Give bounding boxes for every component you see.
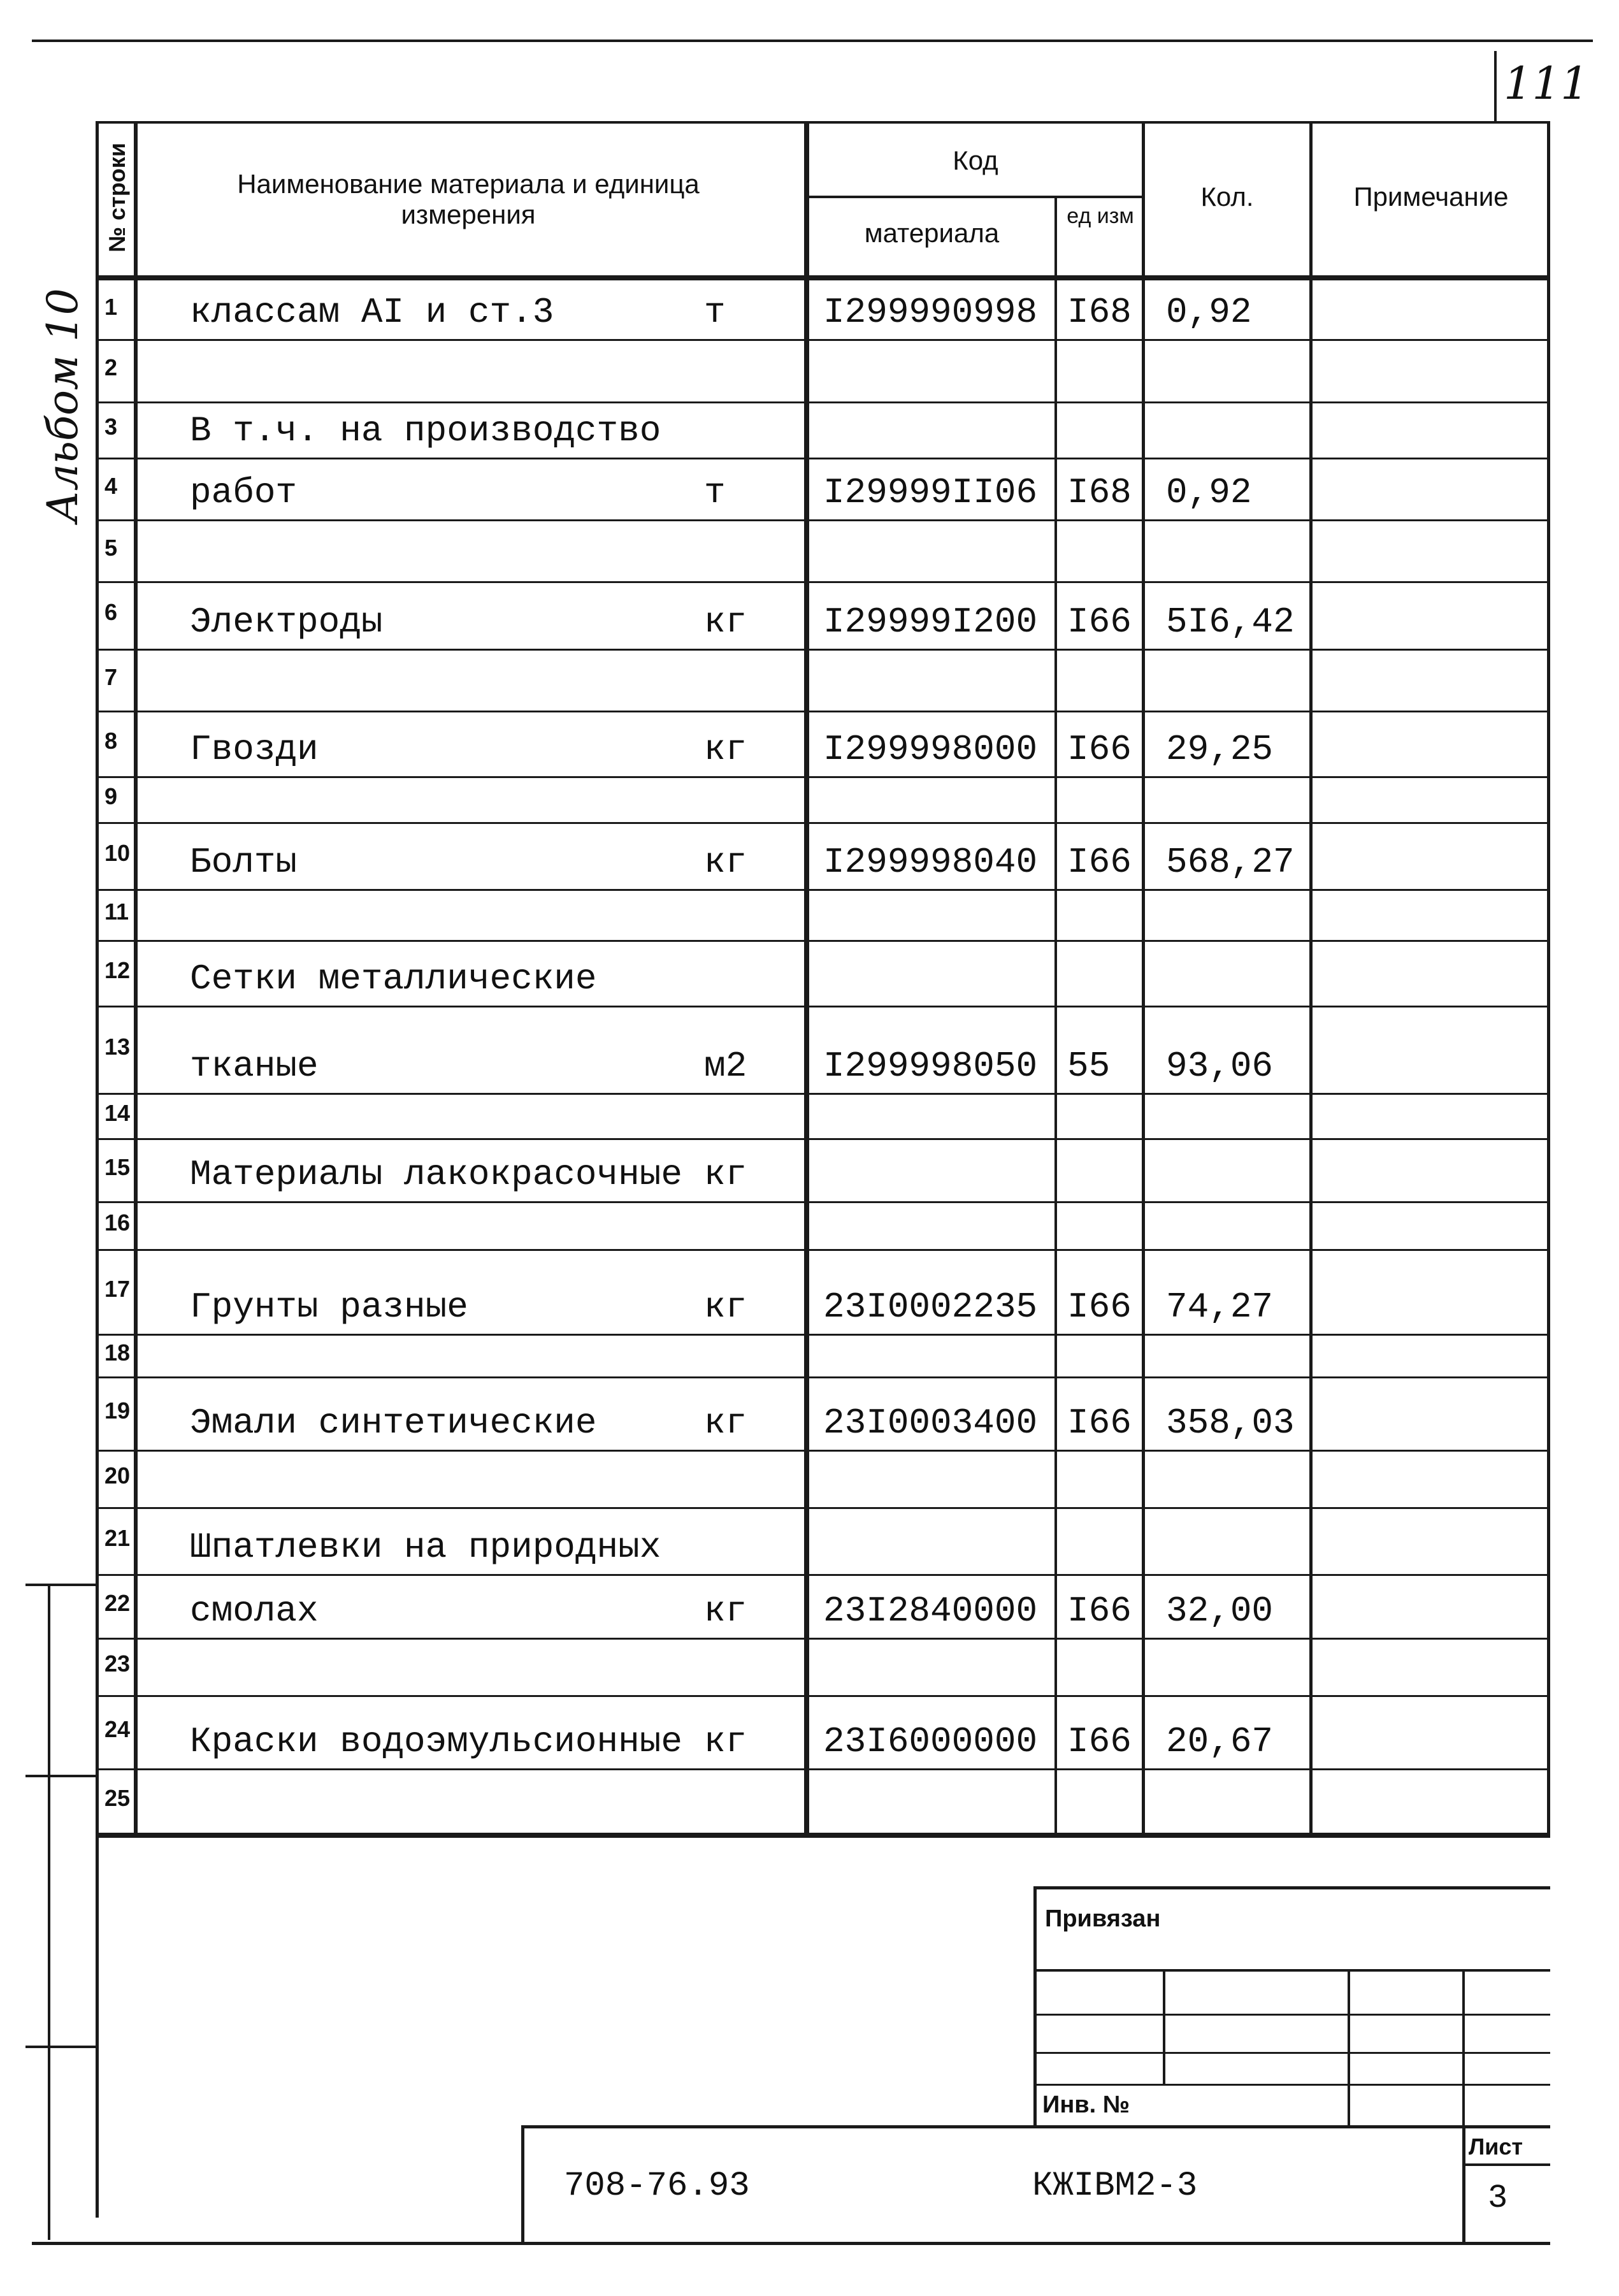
row-number: 2: [104, 354, 118, 380]
row-number: 19: [104, 1397, 131, 1424]
row-number: 12: [104, 957, 131, 983]
table-bottom-line: [99, 1833, 1550, 1838]
row-unit: т: [704, 292, 726, 333]
row-number: 3: [104, 414, 118, 440]
row-material-name: классам АI и ст.3: [190, 292, 554, 333]
row-material-name: Болты: [190, 842, 298, 883]
col-line-rowno: [134, 121, 138, 1835]
document-number: 708-76.93: [564, 2167, 750, 2206]
row-unit: м2: [704, 1046, 747, 1087]
document-code: КЖIВМ2-3: [1032, 2167, 1198, 2206]
row-unit: кг: [704, 1591, 747, 1631]
row-number: 21: [104, 1524, 131, 1551]
row-material-code: 23I2840000: [823, 1591, 1038, 1631]
row-material-code: 23I0002235: [823, 1287, 1038, 1327]
row-quantity: 5I6,42: [1166, 602, 1295, 642]
stamp-line-3: [1033, 2052, 1550, 2054]
stamp-inv-label: Инв. №: [1042, 2091, 1130, 2118]
row-unit: кг: [704, 1154, 747, 1195]
row-separator: [99, 1450, 1550, 1452]
margin-line-top: [25, 1584, 99, 1586]
stamp-left-line: [1033, 1886, 1037, 2127]
row-material-code: I29999I200: [823, 602, 1038, 642]
sheet-value: 3: [1488, 2179, 1508, 2217]
stamp-vline-3: [1462, 1969, 1465, 2127]
header-bottom-line: [99, 275, 1550, 280]
col-line-unitcode: [1054, 196, 1057, 1835]
row-material-code: I299990998: [823, 292, 1038, 333]
header-name: Наименование материала и единица измерения: [237, 169, 700, 230]
page-number: 111: [1504, 57, 1589, 110]
row-separator: [99, 1376, 1550, 1378]
row-separator: [99, 1006, 1550, 1007]
row-separator: [99, 776, 1550, 778]
header-code-split-line: [806, 196, 1144, 198]
header-material-code: материала: [864, 218, 1000, 248]
row-quantity: 74,27: [1166, 1287, 1274, 1327]
right-border: [1547, 121, 1550, 1835]
row-material-name: Электроды: [190, 602, 383, 642]
row-material-name: тканые: [190, 1046, 319, 1087]
col-line-code: [804, 121, 809, 1835]
stamp-line-2: [1033, 2014, 1550, 2016]
stamp-top-line: [1033, 1886, 1550, 1889]
row-quantity: 29,25: [1166, 729, 1274, 770]
row-number: 11: [104, 899, 129, 925]
row-separator: [99, 1138, 1550, 1140]
row-unit-code: I68: [1067, 292, 1132, 333]
row-number: 8: [104, 727, 118, 754]
col-line-qty: [1142, 121, 1145, 1835]
row-separator: [99, 581, 1550, 583]
row-material-code: 23I0003400: [823, 1403, 1038, 1443]
row-unit: кг: [704, 729, 747, 770]
row-unit-code: I68: [1067, 472, 1132, 513]
row-material-code: 23I6000000: [823, 1721, 1038, 1762]
row-separator: [99, 458, 1550, 459]
row-unit: кг: [704, 1721, 747, 1762]
row-number: 24: [104, 1715, 131, 1742]
row-separator: [99, 1249, 1550, 1251]
row-material-name: Грунты разные: [190, 1287, 468, 1327]
row-separator: [99, 649, 1550, 651]
album-label: Альбом 10: [38, 288, 87, 523]
title-block-top-line: [521, 2125, 1550, 2128]
title-block-left-line: [521, 2125, 524, 2243]
row-number: 23: [104, 1650, 131, 1677]
row-separator: [99, 1201, 1550, 1203]
row-separator: [99, 1695, 1550, 1697]
row-quantity: 568,27: [1166, 842, 1295, 883]
stamp-bound-label: Привязан: [1045, 1905, 1161, 1932]
row-material-name: Краски водоэмульсионные: [190, 1721, 682, 1762]
row-material-code: I299998000: [823, 729, 1038, 770]
row-unit: кг: [704, 1287, 747, 1327]
row-number: 17: [104, 1275, 131, 1302]
row-number: 10: [104, 839, 131, 866]
row-material-name: работ: [190, 472, 298, 513]
row-separator: [99, 1093, 1550, 1095]
header-top-line: [99, 121, 1550, 124]
sheet-label: Лист: [1469, 2134, 1523, 2160]
row-number: 6: [104, 599, 118, 625]
row-material-code: I29999II06: [823, 472, 1038, 513]
row-separator: [99, 1334, 1550, 1336]
row-number: 20: [104, 1462, 131, 1489]
page-number-box-left: [1494, 51, 1497, 121]
margin-line-low: [25, 2046, 99, 2048]
row-separator: [99, 519, 1550, 521]
page-bottom-line: [32, 2242, 1550, 2245]
row-material-name: В т.ч. на производство: [190, 410, 661, 451]
col-line-note: [1309, 121, 1313, 1835]
stamp-line-1: [1033, 1969, 1550, 1972]
row-number: 18: [104, 1339, 131, 1366]
header-row-number-label: № строки: [104, 143, 130, 252]
row-unit-code: 55: [1067, 1046, 1111, 1087]
row-material-code: I299998050: [823, 1046, 1038, 1087]
row-number: 9: [104, 783, 118, 809]
row-unit-code: I66: [1067, 1403, 1132, 1443]
row-separator: [99, 401, 1550, 403]
row-separator: [99, 711, 1550, 712]
stamp-vline-2: [1348, 1969, 1350, 2127]
row-material-code: I299998040: [823, 842, 1038, 883]
row-separator: [99, 1768, 1550, 1770]
header-note: Примечание: [1353, 182, 1509, 212]
margin-line-mid: [25, 1775, 99, 1777]
row-quantity: 20,67: [1166, 1721, 1274, 1762]
row-separator: [99, 1574, 1550, 1576]
row-number: 7: [104, 663, 118, 690]
header-unit-code: ед изм: [1067, 204, 1134, 228]
row-number: 16: [104, 1209, 131, 1236]
header-row-number: [102, 121, 133, 274]
row-number: 14: [104, 1099, 131, 1126]
row-unit-code: I66: [1067, 1591, 1132, 1631]
row-unit: кг: [704, 1403, 747, 1443]
row-separator: [99, 822, 1550, 824]
row-quantity: 32,00: [1166, 1591, 1274, 1631]
row-unit-code: I66: [1067, 602, 1132, 642]
row-separator: [99, 1638, 1550, 1640]
stamp-vline-1: [1163, 1969, 1165, 2084]
row-number: 5: [104, 534, 118, 561]
row-number: 1: [104, 294, 118, 320]
row-number: 4: [104, 472, 118, 499]
row-material-name: Шпатлевки на природных: [190, 1527, 661, 1568]
stamp-line-4: [1033, 2084, 1550, 2086]
row-material-name: Эмали синтетические: [190, 1403, 597, 1443]
row-separator: [99, 889, 1550, 891]
row-quantity: 358,03: [1166, 1403, 1295, 1443]
row-material-name: Материалы лакокрасочные: [190, 1154, 682, 1195]
row-unit-code: I66: [1067, 1287, 1132, 1327]
header-code: Код: [953, 145, 998, 175]
top-border: [32, 40, 1593, 42]
row-separator: [99, 339, 1550, 341]
row-number: 22: [104, 1590, 131, 1616]
row-number: 15: [104, 1153, 131, 1180]
row-material-name: смолах: [190, 1591, 319, 1631]
row-separator: [99, 940, 1550, 942]
row-separator: [99, 1507, 1550, 1509]
row-unit: т: [704, 472, 726, 513]
row-number: 25: [104, 1784, 131, 1811]
row-material-name: Сетки металлические: [190, 958, 597, 999]
header-qty: Кол.: [1200, 182, 1254, 212]
row-material-name: Гвозди: [190, 729, 319, 770]
row-unit-code: I66: [1067, 1721, 1132, 1762]
row-unit-code: I66: [1067, 729, 1132, 770]
row-number: 13: [104, 1033, 131, 1060]
row-quantity: 0,92: [1166, 292, 1252, 333]
row-unit: кг: [704, 602, 747, 642]
row-unit: кг: [704, 842, 747, 883]
row-quantity: 93,06: [1166, 1046, 1274, 1087]
row-quantity: 0,92: [1166, 472, 1252, 513]
margin-vline: [48, 1584, 50, 2240]
row-unit-code: I66: [1067, 842, 1132, 883]
sheet-box-left-line: [1462, 2125, 1465, 2243]
left-margin-border: [96, 121, 99, 2218]
sheet-box-split-line: [1462, 2163, 1550, 2166]
